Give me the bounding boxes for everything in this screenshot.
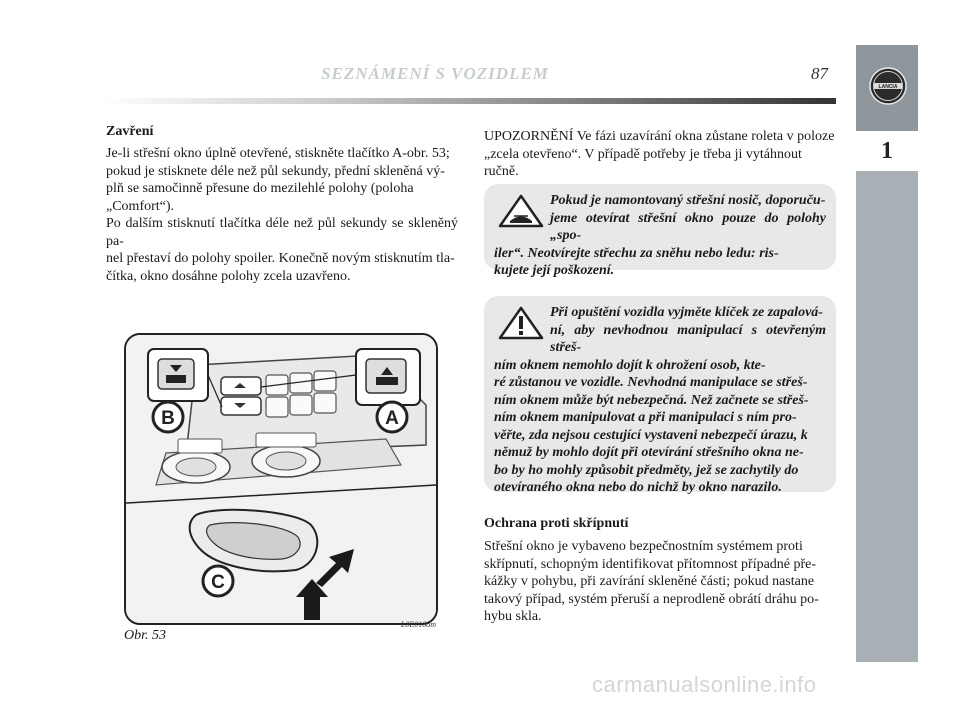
text-line: ním oknem manipulovat a při manipulaci s ním pro-	[494, 410, 797, 425]
lancia-logo-icon	[868, 66, 908, 106]
switch-block	[221, 371, 336, 417]
inset-button-a	[356, 349, 420, 405]
text-line: Při opuštění vozidla vyjměte klíček ze zapalová-	[550, 305, 823, 320]
closing-paragraph-1	[106, 145, 458, 215]
text-line: „zcela otevřeno“. V případě potřeby je třeba ji vytáhnout ručně.	[484, 146, 802, 179]
section-heading-closing: Zavření	[106, 124, 154, 139]
text-line: ní, aby nevhodnou manipulací s otevřeným střeš-	[550, 322, 826, 355]
watermark-text: carmanualsonline.info	[592, 672, 817, 697]
figure-sunroof-controls	[124, 333, 438, 625]
text-line: kážky v pohybu, při zavírání skleněné části; pokud nastane	[484, 574, 815, 589]
header-rule	[100, 98, 836, 104]
text-line: nel přestaví do polohy spoiler. Konečně novým stisknutím tla-	[106, 251, 455, 266]
figure-label-a: A	[385, 408, 399, 429]
text-line: Je-li střešní okno úplně otevřené, stiskněte tlačítko A-obr. 53;	[106, 146, 450, 161]
text-line: iler“. Neotvírejte střechu za sněhu nebo ledu: ris-	[494, 245, 779, 261]
text-line: ním oknem nemohlo dojít k ohrožení osob, kte-	[494, 357, 766, 373]
figure-illustration	[126, 335, 436, 623]
text-line: kujete její poškození.	[494, 263, 615, 278]
text-line: němuž by mohlo dojít při otevírání střešního okna ne-	[494, 445, 804, 460]
text-line: věřte, zda nejsou cestující vystaveni nebezpečí úrazu, k	[494, 427, 808, 443]
figure-label-c: C	[211, 572, 225, 593]
page-number: 87	[811, 64, 828, 83]
text-line: hybu skla.	[484, 609, 542, 624]
closing-paragraph-2	[106, 215, 458, 285]
anti-pinch-paragraph	[484, 538, 836, 626]
figure-code: L0E0108m	[400, 620, 436, 629]
running-header-title: SEZNÁMENÍ S VOZIDLEM	[321, 64, 549, 83]
text-line: takový případ, systém přeruší a neprodleně obrátí dráhu po-	[484, 591, 819, 607]
text-line: jeme otevírat střešní okno pouze do polohy „spo-	[550, 210, 826, 243]
text-line: pokud je stisknete déle než půl sekundy, přední skleněná vý-	[106, 163, 445, 179]
text-line: otevíraného okna nebo do nichž by okno narazilo.	[494, 480, 782, 495]
text-line: skřípnutí, schopným identifikovat přítomnost případné pře-	[484, 556, 817, 572]
text-line: čítka, okno dosáhne polohy zcela uzavřeno.	[106, 268, 351, 284]
chapter-number: 1	[881, 138, 893, 164]
figure-caption: Obr. 53	[124, 628, 167, 643]
warning-box-roof-rack	[484, 184, 836, 278]
text-line: UPOZORNĚNÍ Ve fázi uzavírání okna zůstane roleta v poloze	[484, 129, 835, 144]
section-heading-anti-pinch: Ochrana proti skřípnutí	[484, 516, 629, 531]
text-line: ním oknem může být nebezpečná. Než začnete se střeš-	[494, 392, 809, 408]
text-line: Pokud je namontovaný střešní nosič, doporuču-	[550, 193, 826, 208]
text-line: „Comfort“).	[106, 198, 175, 214]
exclamation-warning-icon	[498, 306, 544, 340]
notice-paragraph	[484, 128, 836, 181]
text-line: bo by ho mohly způsobit předměty, jež se zachytily do	[494, 462, 799, 478]
text-line: plň se samočinně přesune do mezilehlé polohy (poloha	[106, 181, 414, 196]
text-line: Střešní okno je vybaveno bezpečnostním systémem proti	[484, 539, 803, 554]
inset-button-b	[148, 349, 208, 401]
lancia-logo-text: LANCIA	[878, 84, 898, 90]
figure-label-b: B	[161, 408, 175, 429]
warning-box-leaving-vehicle	[484, 296, 836, 495]
snow-warning-icon	[498, 194, 544, 228]
text-line: ré zůstanou ve vozidle. Nevhodná manipulace se střeš-	[494, 375, 808, 390]
text-line: Po dalším stisknutí tlačítka déle než půl sekundy se skleněný pa-	[106, 216, 458, 249]
